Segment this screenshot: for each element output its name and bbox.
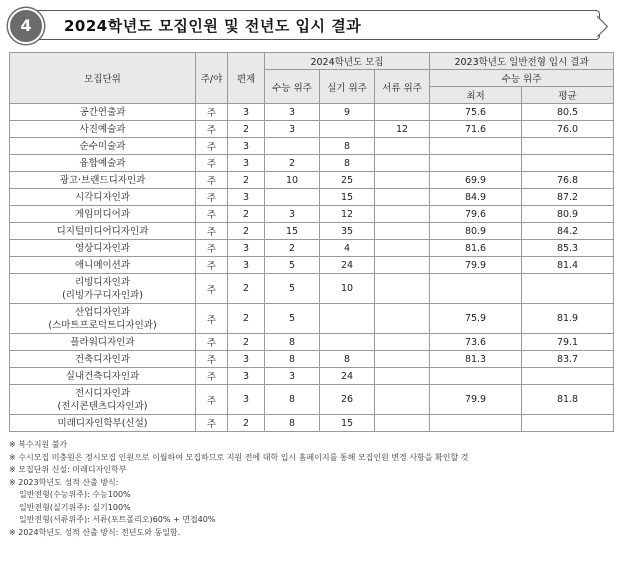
seoryu-cell xyxy=(375,240,430,257)
unit-former-name: (리빙가구디자인과) xyxy=(62,289,143,301)
table-row xyxy=(10,274,614,304)
day-night-cell: 주 xyxy=(196,274,228,304)
silgi-cell: 8 xyxy=(320,155,375,172)
silgi-cell: 25 xyxy=(320,172,375,189)
unit-name: 게임미디어과 xyxy=(74,208,131,220)
suneung-cell xyxy=(265,189,320,206)
table-row xyxy=(10,257,614,274)
min-score-cell xyxy=(430,415,522,432)
silgi-cell: 4 xyxy=(320,240,375,257)
transfer-cell: 2 xyxy=(228,172,265,189)
suneung-cell: 5 xyxy=(265,274,320,304)
col-avg: 평균 xyxy=(522,87,614,104)
unit-cell xyxy=(10,189,196,206)
min-score-cell: 71.6 xyxy=(430,121,522,138)
avg-score-cell: 76.8 xyxy=(522,172,614,189)
banner-arrow-icon xyxy=(587,16,608,37)
suneung-cell: 2 xyxy=(265,240,320,257)
table-row xyxy=(10,172,614,189)
day-night-cell: 주 xyxy=(196,104,228,121)
seoryu-cell xyxy=(375,385,430,415)
silgi-cell: 35 xyxy=(320,223,375,240)
suneung-cell: 10 xyxy=(265,172,320,189)
silgi-cell xyxy=(320,334,375,351)
avg-score-cell: 85.3 xyxy=(522,240,614,257)
table-row xyxy=(10,334,614,351)
silgi-cell xyxy=(320,304,375,334)
min-score-cell: 75.9 xyxy=(430,304,522,334)
unit-cell xyxy=(10,223,196,240)
unit-name: 건축디자인과 xyxy=(74,353,131,365)
unit-cell xyxy=(10,155,196,172)
unit-cell xyxy=(10,104,196,121)
seoryu-cell xyxy=(375,304,430,334)
unit-cell xyxy=(10,368,196,385)
silgi-cell: 26 xyxy=(320,385,375,415)
transfer-cell: 3 xyxy=(228,189,265,206)
seoryu-cell xyxy=(375,189,430,206)
table-row xyxy=(10,121,614,138)
footnote-line: ※ 복수지원 불가 xyxy=(9,440,68,449)
unit-cell xyxy=(10,257,196,274)
table-row xyxy=(10,385,614,415)
table-row xyxy=(10,304,614,334)
suneung-cell: 15 xyxy=(265,223,320,240)
min-score-cell: 79.9 xyxy=(430,385,522,415)
table-row xyxy=(10,206,614,223)
footnote-line: 일반전형(실기위주): 실기100% xyxy=(19,502,131,512)
min-score-cell: 81.3 xyxy=(430,351,522,368)
avg-score-cell xyxy=(522,155,614,172)
suneung-cell: 8 xyxy=(265,415,320,432)
unit-cell xyxy=(10,304,196,334)
avg-score-cell xyxy=(522,138,614,155)
transfer-cell: 3 xyxy=(228,138,265,155)
seoryu-cell xyxy=(375,334,430,351)
avg-score-cell: 81.9 xyxy=(522,304,614,334)
unit-cell xyxy=(10,334,196,351)
day-night-cell: 주 xyxy=(196,385,228,415)
avg-score-cell: 84.2 xyxy=(522,223,614,240)
transfer-cell: 3 xyxy=(228,257,265,274)
transfer-cell: 2 xyxy=(228,223,265,240)
seoryu-cell xyxy=(375,172,430,189)
min-score-cell: 73.6 xyxy=(430,334,522,351)
day-night-cell: 주 xyxy=(196,189,228,206)
transfer-cell: 3 xyxy=(228,240,265,257)
unit-name: 공간연출과 xyxy=(79,106,126,118)
min-score-cell: 80.9 xyxy=(430,223,522,240)
day-night-cell: 주 xyxy=(196,257,228,274)
seoryu-cell xyxy=(375,415,430,432)
avg-score-cell: 79.1 xyxy=(522,334,614,351)
silgi-cell: 24 xyxy=(320,368,375,385)
transfer-cell: 3 xyxy=(228,385,265,415)
unit-name: 융합예술과 xyxy=(79,157,126,169)
table-row xyxy=(10,240,614,257)
suneung-cell: 3 xyxy=(265,104,320,121)
unit-name: 실내건축디자인과 xyxy=(65,370,140,382)
avg-score-cell: 87.2 xyxy=(522,189,614,206)
avg-score-cell xyxy=(522,274,614,304)
col-group-2024: 2024학년도 모집 xyxy=(265,53,430,70)
seoryu-cell xyxy=(375,257,430,274)
section-number-badge: 4 xyxy=(8,8,44,44)
day-night-cell: 주 xyxy=(196,304,228,334)
footnote-line: ※ 2023학년도 성적 산출 방식: xyxy=(9,477,119,487)
col-group-2023: 2023학년도 일반전형 입시 결과 xyxy=(430,53,614,70)
min-score-cell xyxy=(430,368,522,385)
col-silgi: 실기 위주 xyxy=(320,70,375,104)
silgi-cell: 15 xyxy=(320,189,375,206)
seoryu-cell xyxy=(375,274,430,304)
min-score-cell xyxy=(430,155,522,172)
footnote-line: ※ 수시모집 미충원은 정시모집 인원으로 이월하여 모집하므로 지원 전에 대학 입시 홈페이지를 통해 모집인원 변경 사항을 확인할 것 xyxy=(9,452,469,462)
col-unit: 모집단위 xyxy=(10,53,196,104)
suneung-cell: 2 xyxy=(265,155,320,172)
unit-name: 디지털미디어디자인과 xyxy=(56,225,149,237)
unit-name: 영상디자인과 xyxy=(74,242,131,254)
day-night-cell: 주 xyxy=(196,334,228,351)
avg-score-cell: 81.8 xyxy=(522,385,614,415)
table-row xyxy=(10,104,614,121)
min-score-cell: 69.9 xyxy=(430,172,522,189)
silgi-cell: 15 xyxy=(320,415,375,432)
transfer-cell: 3 xyxy=(228,368,265,385)
unit-cell xyxy=(10,385,196,415)
col-suneung: 수능 위주 xyxy=(265,70,320,104)
day-night-cell: 주 xyxy=(196,415,228,432)
seoryu-cell xyxy=(375,138,430,155)
table-row xyxy=(10,351,614,368)
footnote-line: 일반전형(서류위주): 서류(포트폴리오)60% + 면접40% xyxy=(19,515,216,524)
suneung-cell: 5 xyxy=(265,257,320,274)
min-score-cell xyxy=(430,274,522,304)
page-title: 2024학년도 모집인원 및 전년도 입시 결과 xyxy=(64,17,362,35)
avg-score-cell: 76.0 xyxy=(522,121,614,138)
col-suneung-2023: 수능 위주 xyxy=(430,70,614,87)
footnote-line: ※ 모집단위 신설: 미래디자인학부 xyxy=(9,465,127,474)
unit-cell xyxy=(10,121,196,138)
col-transfer: 편제 xyxy=(228,53,265,104)
unit-cell xyxy=(10,138,196,155)
transfer-cell: 2 xyxy=(228,415,265,432)
unit-cell xyxy=(10,274,196,304)
seoryu-cell xyxy=(375,206,430,223)
transfer-cell: 3 xyxy=(228,351,265,368)
seoryu-cell xyxy=(375,351,430,368)
table-row xyxy=(10,155,614,172)
day-night-cell: 주 xyxy=(196,155,228,172)
avg-score-cell: 80.9 xyxy=(522,206,614,223)
day-night-cell: 주 xyxy=(196,172,228,189)
seoryu-cell xyxy=(375,368,430,385)
suneung-cell xyxy=(265,138,320,155)
day-night-cell: 주 xyxy=(196,351,228,368)
unit-name: 리빙디자인과 xyxy=(74,276,131,288)
suneung-cell: 8 xyxy=(265,351,320,368)
col-min: 최저 xyxy=(430,87,522,104)
suneung-cell: 3 xyxy=(265,206,320,223)
avg-score-cell: 81.4 xyxy=(522,257,614,274)
table-row xyxy=(10,223,614,240)
avg-score-cell xyxy=(522,368,614,385)
transfer-cell: 2 xyxy=(228,274,265,304)
table-row xyxy=(10,138,614,155)
unit-former-name: (스마트프로덕트디자인과) xyxy=(48,319,157,331)
suneung-cell: 3 xyxy=(265,368,320,385)
day-night-cell: 주 xyxy=(196,121,228,138)
table-row xyxy=(10,189,614,206)
unit-name: 광고·브랜드디자인과 xyxy=(59,174,146,186)
unit-cell xyxy=(10,415,196,432)
unit-name: 사진예술과 xyxy=(79,123,126,135)
day-night-cell: 주 xyxy=(196,240,228,257)
footnotes xyxy=(9,439,469,539)
unit-cell xyxy=(10,206,196,223)
day-night-cell: 주 xyxy=(196,206,228,223)
min-score-cell: 75.6 xyxy=(430,104,522,121)
suneung-cell: 8 xyxy=(265,385,320,415)
day-night-cell: 주 xyxy=(196,138,228,155)
min-score-cell: 79.6 xyxy=(430,206,522,223)
unit-name: 시각디자인과 xyxy=(74,191,131,203)
seoryu-cell: 12 xyxy=(375,121,430,138)
seoryu-cell xyxy=(375,104,430,121)
transfer-cell: 2 xyxy=(228,304,265,334)
transfer-cell: 3 xyxy=(228,104,265,121)
table-row xyxy=(10,368,614,385)
unit-cell xyxy=(10,240,196,257)
table-row xyxy=(10,415,614,432)
min-score-cell: 81.6 xyxy=(430,240,522,257)
unit-name: 플라워디자인과 xyxy=(70,336,135,348)
unit-name: 애니메이션과 xyxy=(74,259,131,271)
silgi-cell xyxy=(320,121,375,138)
unit-name: 순수미술과 xyxy=(79,140,126,152)
footnote-line: 일반전형(수능위주): 수능100% xyxy=(19,490,131,499)
day-night-cell: 주 xyxy=(196,368,228,385)
seoryu-cell xyxy=(375,223,430,240)
col-day-night: 주/야 xyxy=(196,53,228,104)
min-score-cell: 79.9 xyxy=(430,257,522,274)
unit-name: 미래디자인학부(신설) xyxy=(57,417,148,429)
silgi-cell: 24 xyxy=(320,257,375,274)
transfer-cell: 2 xyxy=(228,334,265,351)
avg-score-cell xyxy=(522,415,614,432)
silgi-cell: 12 xyxy=(320,206,375,223)
silgi-cell: 8 xyxy=(320,138,375,155)
avg-score-cell: 83.7 xyxy=(522,351,614,368)
unit-former-name: (전시콘텐츠디자인과) xyxy=(57,400,148,412)
unit-name: 전시디자인과 xyxy=(74,387,131,399)
seoryu-cell xyxy=(375,155,430,172)
suneung-cell: 3 xyxy=(265,121,320,138)
avg-score-cell: 80.5 xyxy=(522,104,614,121)
section-banner xyxy=(8,8,606,42)
suneung-cell: 8 xyxy=(265,334,320,351)
suneung-cell: 5 xyxy=(265,304,320,334)
unit-cell xyxy=(10,172,196,189)
unit-name: 산업디자인과 xyxy=(74,306,131,318)
silgi-cell: 10 xyxy=(320,274,375,304)
silgi-cell: 8 xyxy=(320,351,375,368)
col-seoryu: 서류 위주 xyxy=(375,70,430,104)
footnote-line: ※ 2024학년도 성적 산출 방식: 전년도와 동일함. xyxy=(9,527,181,537)
unit-cell xyxy=(10,351,196,368)
min-score-cell xyxy=(430,138,522,155)
silgi-cell: 9 xyxy=(320,104,375,121)
transfer-cell: 3 xyxy=(228,155,265,172)
transfer-cell: 2 xyxy=(228,121,265,138)
min-score-cell: 84.9 xyxy=(430,189,522,206)
admissions-table xyxy=(9,52,614,432)
day-night-cell: 주 xyxy=(196,223,228,240)
transfer-cell: 2 xyxy=(228,206,265,223)
